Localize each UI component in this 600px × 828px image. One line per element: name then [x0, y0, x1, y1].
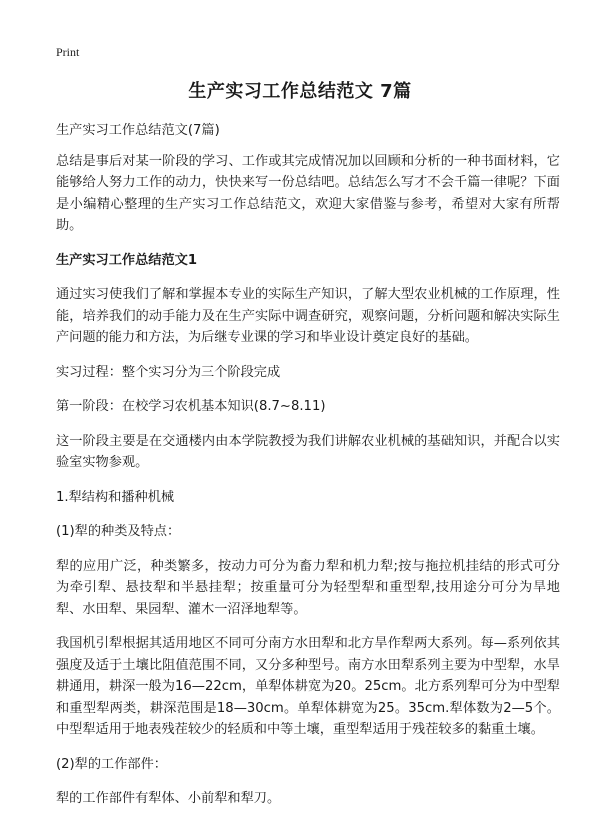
body-paragraph: 第一阶段：在校学习农机基本知识(8.7~8.11): [56, 399, 326, 414]
body-paragraph: 这一阶段主要是在交通楼内由本学院教授为我们讲解农业机械的基础知识，并配合以实验室实物参观。: [56, 433, 560, 470]
document-title: 生产实习工作总结范文 7篇: [188, 81, 412, 102]
body-paragraph: (1)犁的种类及特点：: [56, 524, 181, 539]
body-paragraph: 我国机引犁根据其适用地区不同可分南方水田犁和北方旱作犁两大系列。每—系列依其强度及适于土壤比阻值范围不同，又分多种型号。南方水田犁系列主要为中型犁，水旱耕通用，耕深一般为16—22cm，单犁体耕宽为20。25cm。北方系列犁可分为中型犁和重型犁两类，耕深范围是18—30cm。单犁体耕宽为25。35cm.犁体数为2—5个。中型犁适用于地表残茬较少的轻质和中等土壤，重型犁适用于残茬较多的黏重土壤。: [56, 636, 560, 737]
document-subtitle: 生产实习工作总结范文(7篇): [56, 123, 220, 138]
body-paragraph: 实习过程：整个实习分为三个阶段完成: [56, 364, 281, 380]
document-body: [56, 120, 560, 823]
body-paragraph: 通过实习使我们了解和掌握本专业的实际生产知识，了解大型农业机械的工作原理，性能，培养我们的动手能力及在生产实际中调查研究，观察问题，分析问题和解决实际生产问题的能力和方法，为后继专业课的学习和毕业设计奠定良好的基础。: [56, 287, 560, 345]
body-paragraph: (2)犁的工作部件：: [56, 756, 167, 772]
body-paragraph: 犁的应用广泛，种类繁多，按动力可分为畜力犁和机力犁;按与拖拉机挂结的形式可分为牵引犁、悬技犁和半悬挂犁；按重量可分为轻型犁和重型犁,技用途分可分为旱地犁、水田犁、果园犁、灌木一沼泽地犁等。: [56, 558, 560, 617]
body-paragraph: 犁的工作部件有犁体、小前犁和犁刀。: [56, 791, 281, 806]
section-heading: 生产实习工作总结范文1: [56, 252, 198, 268]
intro-paragraph: 总结是事后对某一阶段的学习、工作或其完成情况加以回顾和分析的一种书面材料，它能够给人努力工作的动力，快快来写一份总结吧。总结怎么写才不会千篇一律呢？下面是小编精心整理的生产实习工作总结范文，欢迎大家借鉴与参考，希望对大家有所帮助。: [56, 153, 560, 233]
print-link[interactable]: Print: [56, 45, 80, 59]
body-paragraph: 1.犁结构和播种机械: [56, 489, 175, 505]
